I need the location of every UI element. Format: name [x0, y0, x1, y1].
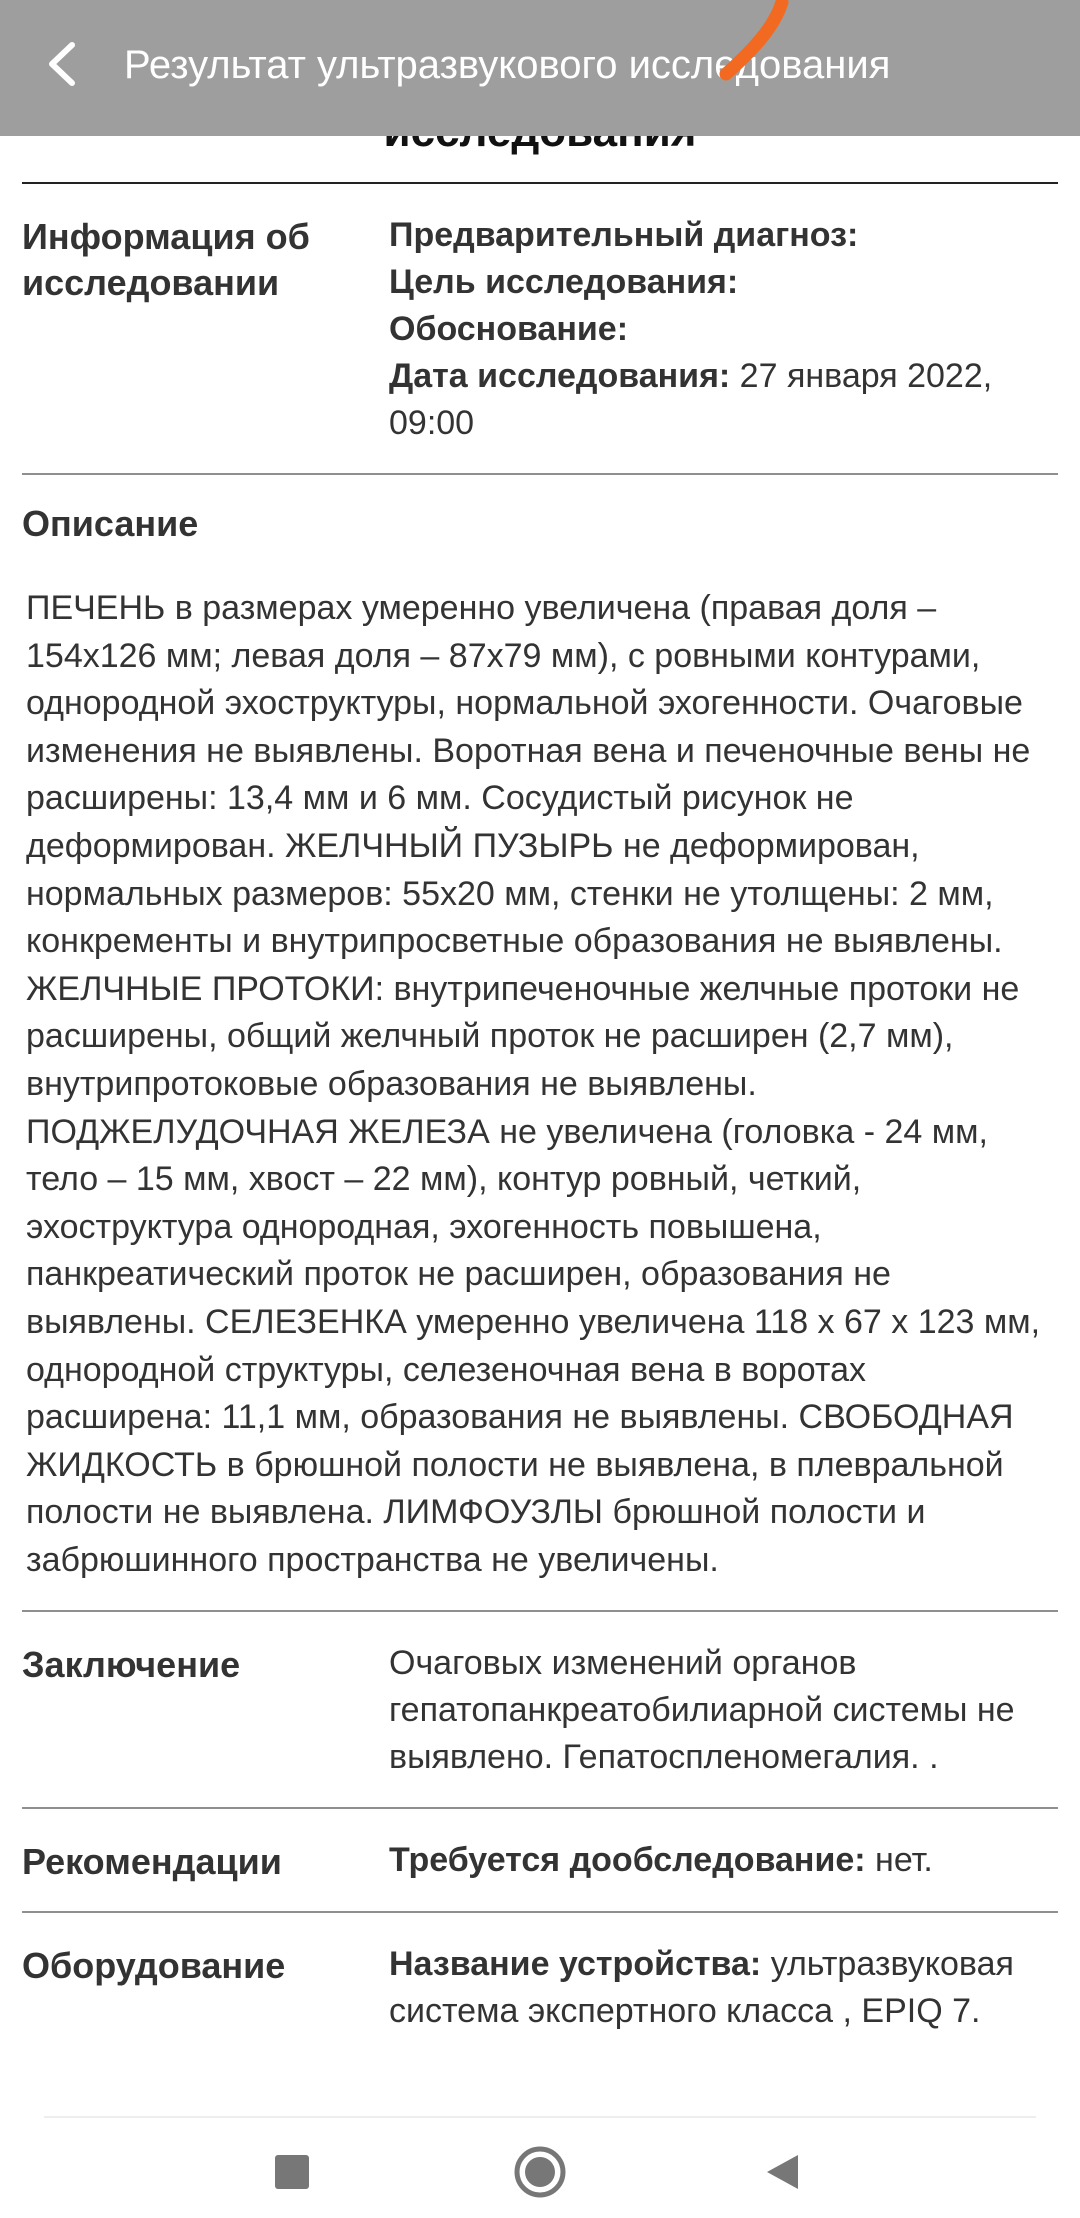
annotation-stroke [700, 0, 820, 90]
nav-back-button[interactable] [750, 2140, 814, 2204]
conclusion-label: Заключение [22, 1644, 241, 1686]
justification-label: Обоснование: [389, 310, 629, 348]
report-content [22, 182, 1058, 2061]
equipment-row [22, 1913, 1058, 2061]
equipment-values [389, 1941, 1058, 2035]
study-info-values [389, 212, 1058, 447]
description-title: Описание [22, 503, 199, 544]
nav-recents-button[interactable] [260, 2140, 324, 2204]
nav-home-icon [512, 2144, 568, 2200]
diagnosis-label: Предварительный диагноз: [389, 216, 859, 254]
back-arrow-icon [42, 39, 82, 89]
recommendations-values [389, 1837, 1058, 1885]
app-bar [0, 0, 1080, 136]
recommendations-label: Рекомендации [22, 1841, 282, 1883]
divider [44, 2116, 1036, 2118]
system-nav-bar [0, 2116, 1080, 2218]
equipment-label: Оборудование [22, 1945, 286, 1987]
recommendation-item-label: Требуется дообследование: [389, 1841, 866, 1880]
app-bar-title: Результат ультразвукового исследования [124, 43, 891, 87]
recommendation-item-value: нет. [865, 1841, 933, 1880]
nav-home-button[interactable] [508, 2140, 572, 2204]
study-info-label: Информация об исследовании [22, 216, 310, 303]
conclusion-text: Очаговых изменений органов гепатопанкреатобилиарной системы не выявлено. Гепатоспленомегалия. . [389, 1644, 1015, 1777]
back-button[interactable] [30, 32, 94, 96]
conclusion-row [22, 1612, 1058, 1807]
nav-back-icon [762, 2152, 802, 2192]
description-text: ПЕЧЕНЬ в размерах умеренно увеличена (правая доля – 154x126 мм; левая доля – 87x79 мм), с ровными контурами, однородной эхоструктуры, нормальной эхогенности. Очаговые изменения не выявлены. Воротная вена и печеночные вены не расширены: 13,4 мм и 6 мм. Сосудистый рисунок не деформирован. ЖЕЛЧНЫЙ ПУЗЫРЬ не деформирован, нормальных размеров: 55x20 мм, стенки не утолщены: 2 мм, конкременты и внутрипросветные образования не выявлены. ЖЕЛЧНЫЕ ПРОТОКИ: внутрипеченочные желчные протоки не расширены, общий желчный проток не расширен (2,7 мм), внутрипротоковые образования не выявлены. ПОДЖЕЛУДОЧНАЯ ЖЕЛЕЗА не увеличена (головка - 24 мм, тело – 15 мм, хвост – 22 мм), контур ровный, четкий, эхоструктура однородная, эхогенность повышена, панкреатический проток не расширен, образования не выявлены. СЕЛЕЗЕНКА умеренно увеличена 118 x 67 x 123 мм, однородной структуры, селезеночная вена в воротах расширена: 11,1 мм, образования не выявлены. СВОБОДНАЯ ЖИДКОСТЬ в брюшной полости не выявлена, в плевральной полости не выявлена. ЛИМФОУЗЛЫ брюшной полости и забрюшинного пространства не увеличены. [26, 589, 1041, 1579]
study-info-row [22, 184, 1058, 473]
goal-label: Цель исследования: [389, 263, 739, 301]
equipment-item-value: ультразвуковая система экспертного класса , EPIQ 7. [389, 1945, 1014, 2031]
nav-recents-icon [272, 2152, 312, 2192]
recommendations-row [22, 1809, 1058, 1911]
equipment-item-label: Название устройства: [389, 1945, 762, 1984]
date-label: Дата исследования: [389, 357, 731, 395]
date-value: 27 января 2022, 09:00 [389, 357, 993, 442]
